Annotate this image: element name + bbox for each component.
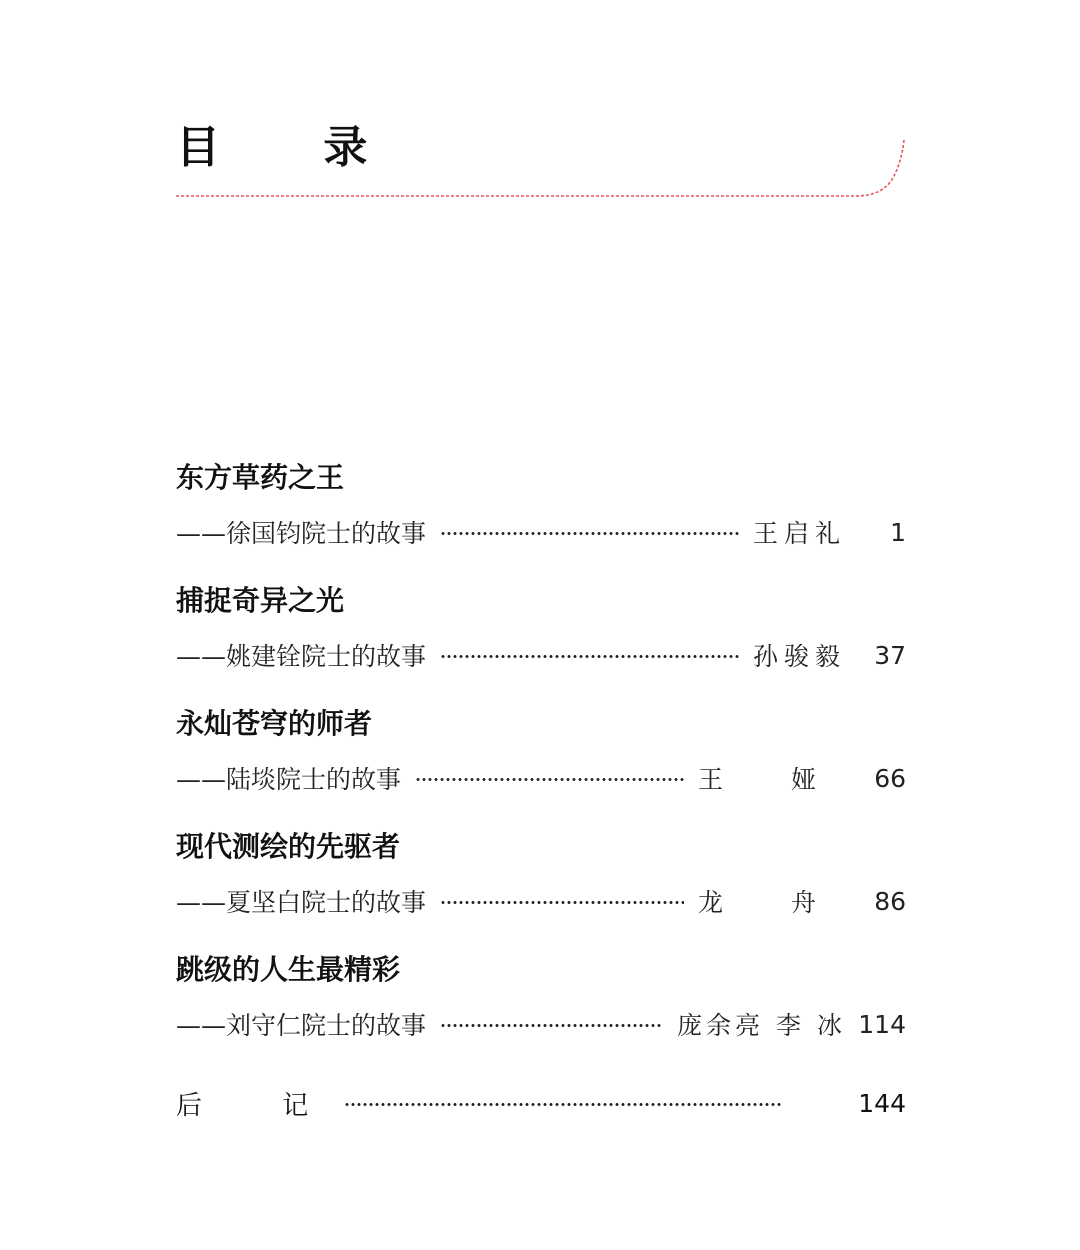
entry-line: [176, 635, 906, 675]
toc-entry[interactable]: [176, 581, 906, 704]
dot-leader: [440, 532, 739, 535]
entry-subtitle: ——姚建铨院士的故事: [176, 642, 427, 671]
toc-entry-afterword[interactable]: [176, 1083, 906, 1123]
entry-title: 东方草药之王: [176, 461, 345, 494]
toc-entry[interactable]: [176, 950, 906, 1073]
entry-line: [176, 512, 906, 552]
title-underline: [170, 130, 910, 210]
page-title: 目 录: [176, 122, 412, 173]
dot-leader: [415, 778, 684, 781]
dot-leader: [440, 1024, 663, 1027]
entry-page-number: 66: [874, 763, 906, 793]
entry-line: [176, 758, 906, 798]
entry-author: 龙 舟: [698, 888, 846, 917]
toc-entry[interactable]: [176, 704, 906, 827]
entry-subtitle: ——徐国钧院士的故事: [176, 519, 427, 548]
entry-title: 跳级的人生最精彩: [176, 953, 401, 986]
afterword-page-number: 144: [858, 1088, 906, 1118]
dot-leader: [440, 655, 739, 658]
entry-author: 王启礼: [752, 519, 846, 548]
entry-title: 永灿苍穹的师者: [176, 707, 373, 740]
entry-author: 王 娅: [698, 765, 846, 794]
entry-page-number: 114: [858, 1009, 906, 1039]
entry-page-number: 1: [890, 517, 906, 547]
entry-line: [176, 1004, 906, 1044]
dot-leader: [440, 901, 684, 904]
entry-author: 孙骏毅: [752, 642, 846, 671]
entry-author: 庞余亮 李 冰: [677, 1011, 846, 1040]
entry-subtitle: ——刘守仁院士的故事: [176, 1011, 427, 1040]
entry-line: [176, 881, 906, 921]
entry-title: 捕捉奇异之光: [176, 584, 345, 617]
entry-page-number: 37: [874, 640, 906, 670]
entry-title: 现代测绘的先驱者: [176, 830, 401, 863]
toc-entry[interactable]: [176, 827, 906, 950]
entry-subtitle: ——夏坚白院士的故事: [176, 888, 427, 917]
dot-leader: [344, 1103, 782, 1106]
entry-subtitle: ——陆埮院士的故事: [176, 765, 402, 794]
entry-page-number: 86: [874, 886, 906, 916]
table-of-contents: [176, 458, 906, 1123]
toc-entry[interactable]: [176, 458, 906, 581]
afterword-label: 后 记: [176, 1090, 345, 1121]
